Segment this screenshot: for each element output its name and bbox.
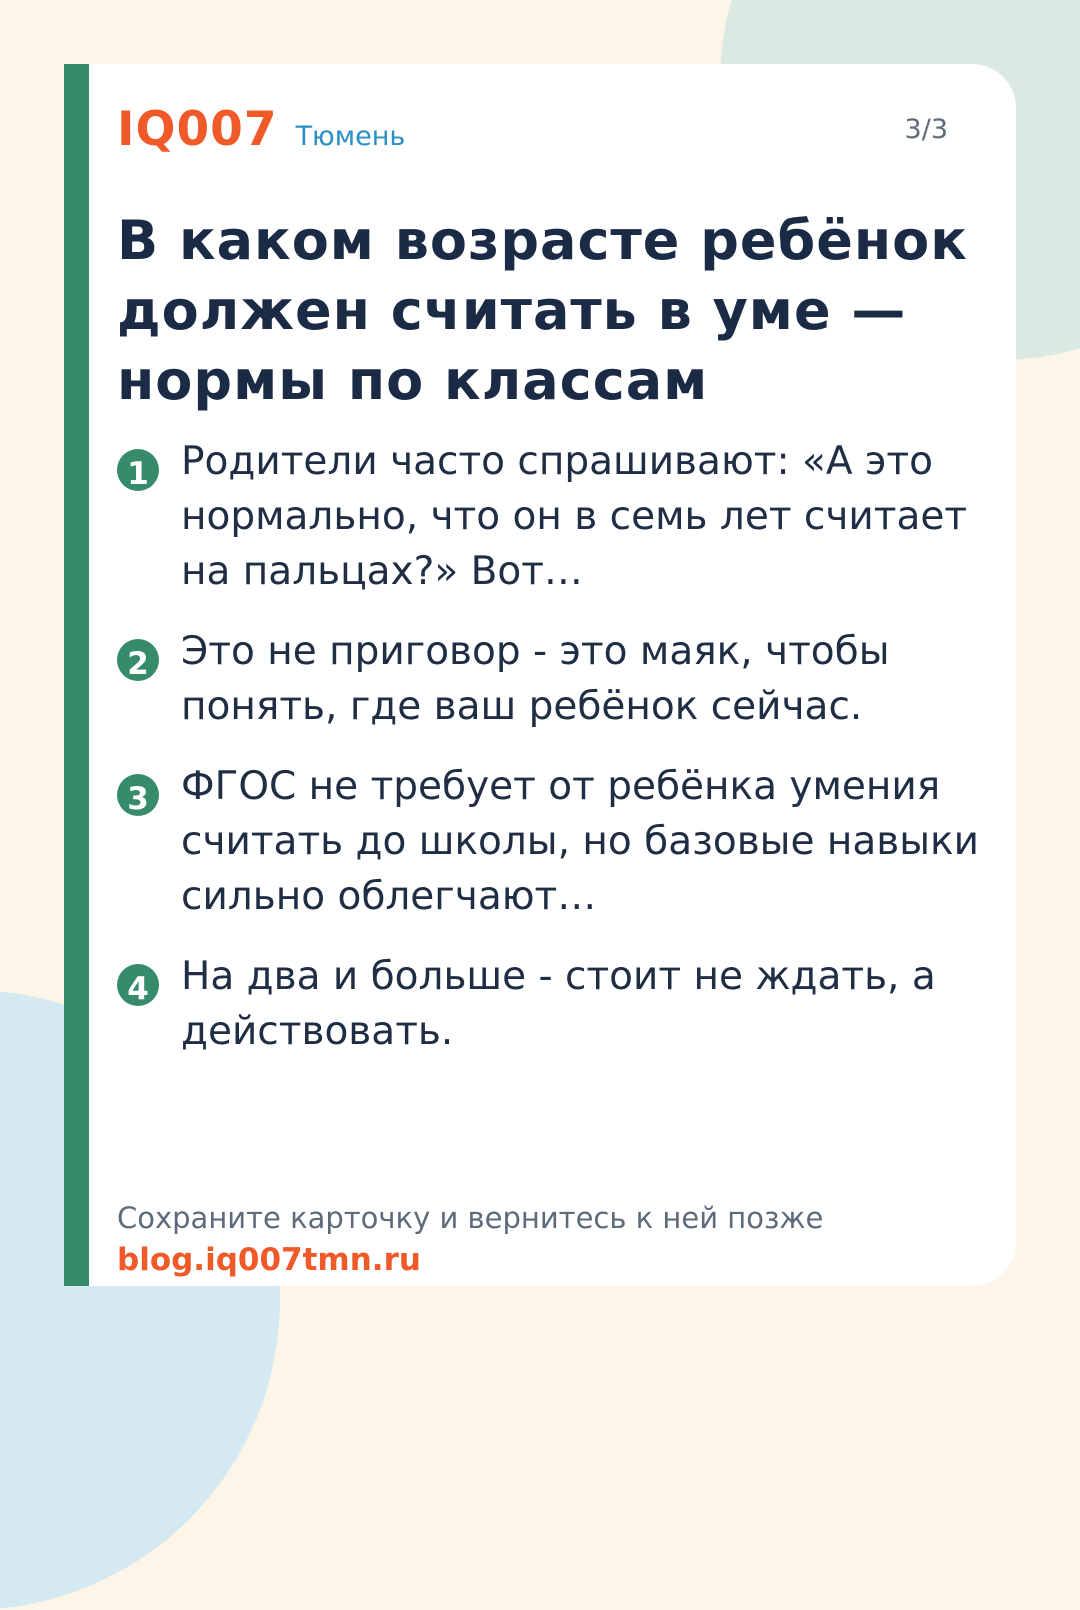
key-points-list	[117, 434, 997, 1084]
list-item	[117, 759, 997, 924]
card-title: В каком возрасте ребёнок должен считать в уме — нормы по классам	[117, 209, 968, 412]
footer-blog-link[interactable]: blog.iq007tmn.ru	[117, 1242, 421, 1278]
number-badge: 1	[117, 449, 159, 491]
footer-save-note: Сохраните карточку и вернитесь к ней позже	[117, 1201, 824, 1235]
number-badge: 4	[117, 964, 159, 1006]
brand-header	[117, 102, 405, 162]
list-item	[117, 949, 997, 1059]
brand-city: Тюмень	[295, 121, 406, 152]
list-item	[117, 624, 997, 734]
list-item-text: Это не приговор - это маяк, чтобы понять, где ваш ребёнок сейчас.	[181, 629, 890, 729]
number-badge: 3	[117, 774, 159, 816]
brand-logo: IQ007	[117, 102, 278, 157]
list-item-text: На два и больше - стоит не ждать, а действовать.	[181, 954, 936, 1054]
content-card	[64, 64, 1016, 1286]
list-item-text: Родители часто спрашивают: «А это нормально, что он в семь лет считает на пальцах?» Вот…	[181, 439, 968, 594]
list-item	[117, 434, 997, 599]
page-counter: 3/3	[904, 114, 948, 145]
list-item-text: ФГОС не требует от ребёнка умения считать до школы, но базовые навыки сильно облегчают…	[181, 764, 979, 919]
number-badge: 2	[117, 639, 159, 681]
card-accent-bar	[64, 64, 89, 1286]
